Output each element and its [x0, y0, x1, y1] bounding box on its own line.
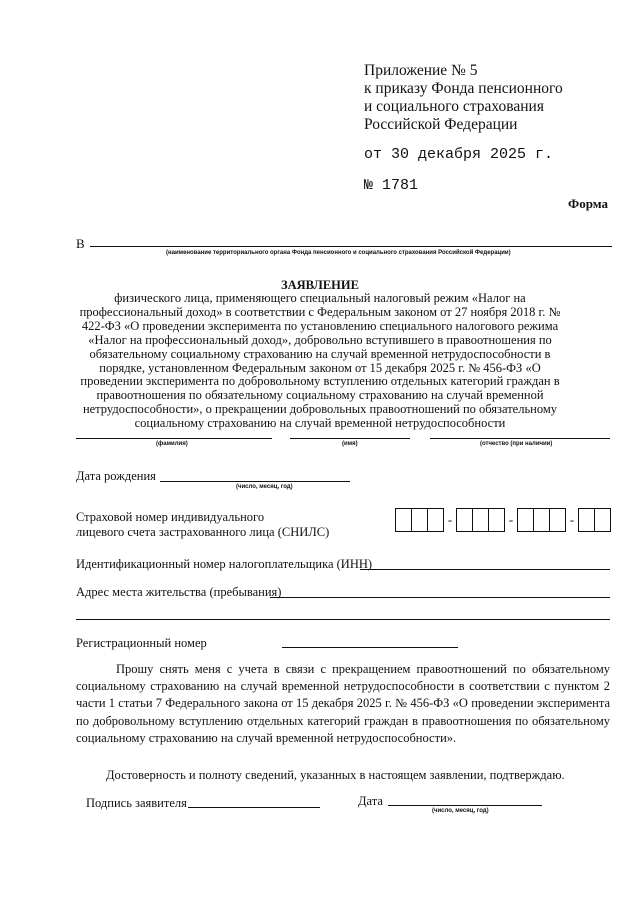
- addressee-field[interactable]: [90, 246, 612, 247]
- registration-number-label: Регистрационный номер: [76, 636, 207, 650]
- appendix-line-1: Приложение № 5: [364, 62, 478, 79]
- snils-input[interactable]: [395, 508, 611, 532]
- birth-date-caption: (число, месяц, год): [236, 484, 293, 490]
- snils-label: [76, 510, 329, 540]
- snils-group-2: [456, 508, 505, 532]
- surname-caption: (фамилия): [156, 441, 188, 447]
- inn-field[interactable]: [360, 569, 610, 570]
- surname-field[interactable]: [76, 438, 272, 439]
- snils-separator: -: [508, 512, 514, 527]
- registration-number-field[interactable]: [282, 647, 458, 648]
- snils-digit-box[interactable]: [411, 508, 427, 532]
- patronymic-caption: (отчество (при наличии): [480, 441, 553, 447]
- form-label: Форма: [568, 196, 608, 211]
- date-caption: (число, месяц, год): [432, 808, 489, 814]
- snils-digit-box[interactable]: [427, 508, 443, 532]
- name-caption: (имя): [342, 441, 358, 447]
- snils-group-1: [395, 508, 444, 532]
- confirmation-text: Достоверность и полноту сведений, указанных в настоящем заявлении, подтверждаю.: [106, 768, 565, 782]
- snils-digit-box[interactable]: [533, 508, 549, 532]
- snils-digit-box[interactable]: [488, 508, 504, 532]
- address-field[interactable]: [270, 597, 610, 598]
- snils-digit-box[interactable]: [395, 508, 411, 532]
- snils-group-3: [517, 508, 566, 532]
- date-field[interactable]: [388, 805, 542, 806]
- document-subtitle: физического лица, применяющего специальный налоговый режим «Налог на профессиональный доход» в соответствии с Федеральным законом от 27 ноября 2018 г. № 422-ФЗ «О проведении эксперимента по установлению специального налогового режима «Налог на профессиональный доход», добровольно вступившего в правоотношения по обязательному социальному страхованию на случай временной нетрудоспособности в порядке, установленном Федеральным законом от 15 декабря 2025 г. № 456-ФЗ «О проведении эксперимента по добровольному вступлению отдельных категорий граждан в правоотношения по обязательному социальному страхованию на случай временной нетрудоспособности», о прекращении добровольных правоотношений по обязательному социальному страхованию на случай временной нетрудоспособности: [79, 291, 561, 431]
- appendix-block: [364, 62, 563, 134]
- snils-digit-box[interactable]: [472, 508, 488, 532]
- snils-digit-box[interactable]: [594, 508, 610, 532]
- snils-label-line-1: Страховой номер индивидуального: [76, 510, 265, 524]
- address-field-continued[interactable]: [76, 619, 610, 620]
- patronymic-field[interactable]: [430, 438, 610, 439]
- snils-digit-box[interactable]: [578, 508, 594, 532]
- date-label: Дата: [358, 794, 383, 808]
- snils-separator: -: [447, 512, 453, 527]
- snils-separator: -: [569, 512, 575, 527]
- signature-label: Подпись заявителя: [86, 796, 187, 810]
- addressee-caption: (наименование территориального органа Фонда пенсионного и социального страхования Российской Федерации): [166, 250, 511, 256]
- document-title: ЗАЯВЛЕНИЕ: [281, 278, 359, 292]
- birth-date-field[interactable]: [160, 481, 350, 482]
- appendix-line-3: и социального страхования: [364, 98, 544, 115]
- addressee-prefix: В: [76, 236, 85, 251]
- signature-field[interactable]: [188, 807, 320, 808]
- snils-label-line-2: лицевого счета застрахованного лица (СНИЛС): [76, 525, 330, 539]
- snils-digit-box[interactable]: [517, 508, 533, 532]
- appendix-line-4: Российской Федерации: [364, 116, 518, 133]
- snils-digit-box[interactable]: [456, 508, 472, 532]
- birth-date-label: Дата рождения: [76, 469, 156, 483]
- inn-label: Идентификационный номер налогоплательщика (ИНН): [76, 557, 373, 571]
- name-field[interactable]: [290, 438, 410, 439]
- order-date: от 30 декабря 2025 г.: [364, 146, 554, 163]
- appendix-line-2: к приказу Фонда пенсионного: [364, 80, 563, 97]
- request-text: Прошу снять меня с учета в связи с прекращением правоотношений по обязательному социальному страхованию на случай временной нетрудоспособности в соответствии с пунктом 2 части 1 статьи 7 Федерального закона от 15 декабря 2025 г. № 456-ФЗ «О проведении эксперимента по добровольному вступлению отдельных категорий граждан в правоотношения по обязательному социальному страхованию на случай временной нетрудоспособности».: [76, 662, 610, 745]
- snils-digit-box[interactable]: [549, 508, 565, 532]
- snils-group-4: [578, 508, 611, 532]
- order-number: № 1781: [364, 177, 419, 194]
- address-label: Адрес места жительства (пребывания): [76, 585, 282, 599]
